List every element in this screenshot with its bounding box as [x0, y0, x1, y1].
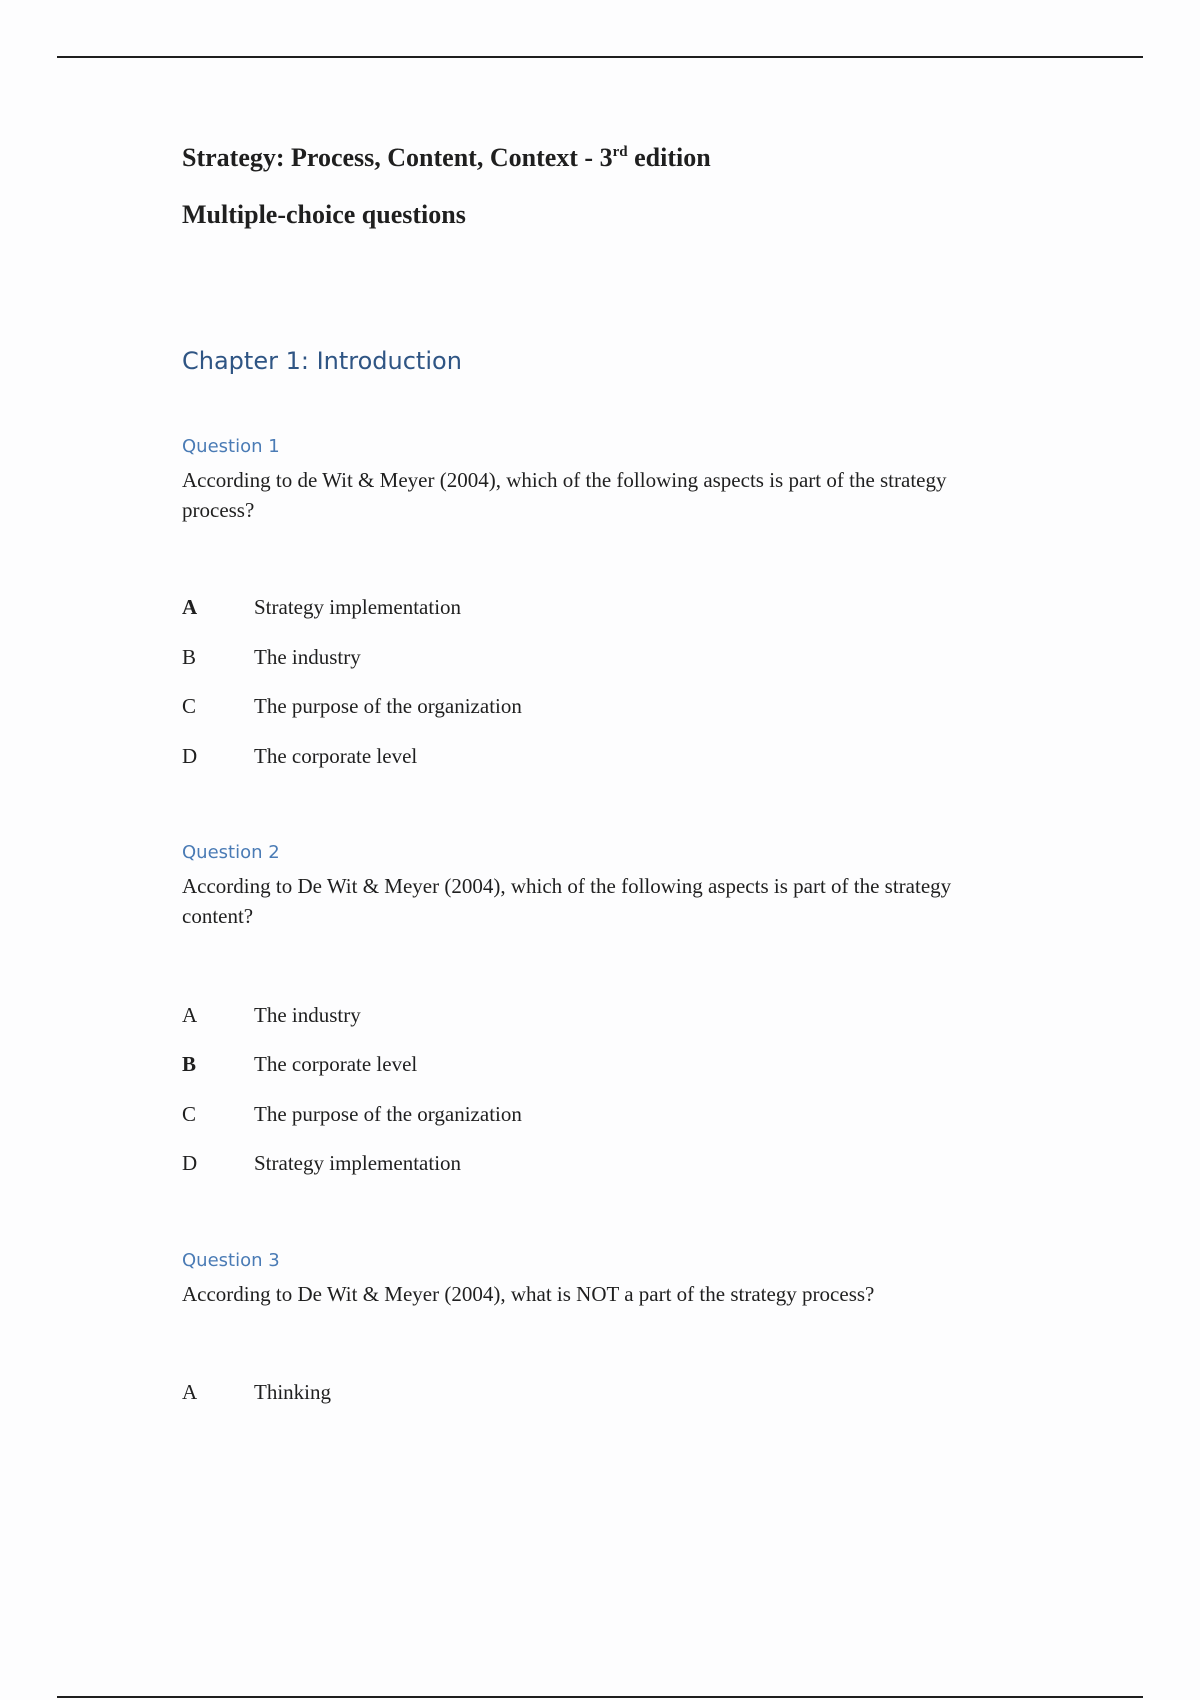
title-suffix: edition — [627, 143, 711, 172]
option-letter: A — [182, 1003, 198, 1027]
option-text: The purpose of the organization — [254, 1102, 522, 1126]
question-2-option-a — [182, 1001, 882, 1029]
option-text: The industry — [254, 645, 361, 669]
question-3-heading: Question 3 — [182, 1250, 280, 1271]
question-1-option-d — [182, 742, 882, 770]
option-letter: C — [182, 1102, 197, 1126]
question-2-option-b — [182, 1050, 882, 1078]
header-rule — [57, 56, 1143, 58]
option-text: Strategy implementation — [254, 1151, 462, 1175]
footer-rule — [57, 1696, 1143, 1698]
option-letter: A — [182, 1380, 198, 1404]
option-text: The purpose of the organization — [254, 694, 522, 718]
document-subtitle: Multiple-choice questions — [182, 200, 466, 229]
option-text: The industry — [254, 1003, 361, 1027]
option-text: Strategy implementation — [254, 595, 462, 619]
question-1-text: According to de Wit & Meyer (2004), which of the following aspects is part of the strategy process? — [182, 468, 947, 522]
question-1-option-c — [182, 692, 882, 720]
question-2-option-c — [182, 1100, 882, 1128]
title-superscript: rd — [612, 144, 628, 160]
option-text: The corporate level — [254, 1052, 418, 1076]
question-1-option-b — [182, 643, 882, 671]
document-title — [182, 143, 711, 173]
option-letter: D — [182, 1151, 198, 1175]
question-3-text: According to De Wit & Meyer (2004), what is NOT a part of the strategy process? — [182, 1282, 875, 1306]
question-2-text: According to De Wit & Meyer (2004), which of the following aspects is part of the strategy content? — [182, 874, 952, 928]
option-letter: A — [182, 595, 198, 619]
title-main: Strategy: Process, Content, Context - 3 — [182, 143, 613, 172]
chapter-heading: Chapter 1: Introduction — [182, 347, 462, 375]
question-1-option-a — [182, 593, 882, 621]
option-letter: C — [182, 694, 197, 718]
option-text: The corporate level — [254, 744, 418, 768]
option-letter: B — [182, 645, 197, 669]
question-2-option-d — [182, 1149, 882, 1177]
option-letter: D — [182, 744, 198, 768]
option-letter: B — [182, 1052, 197, 1076]
question-3-option-a — [182, 1378, 882, 1406]
question-2-heading: Question 2 — [182, 842, 280, 863]
option-text: Thinking — [254, 1380, 331, 1404]
question-1-heading: Question 1 — [182, 436, 280, 457]
